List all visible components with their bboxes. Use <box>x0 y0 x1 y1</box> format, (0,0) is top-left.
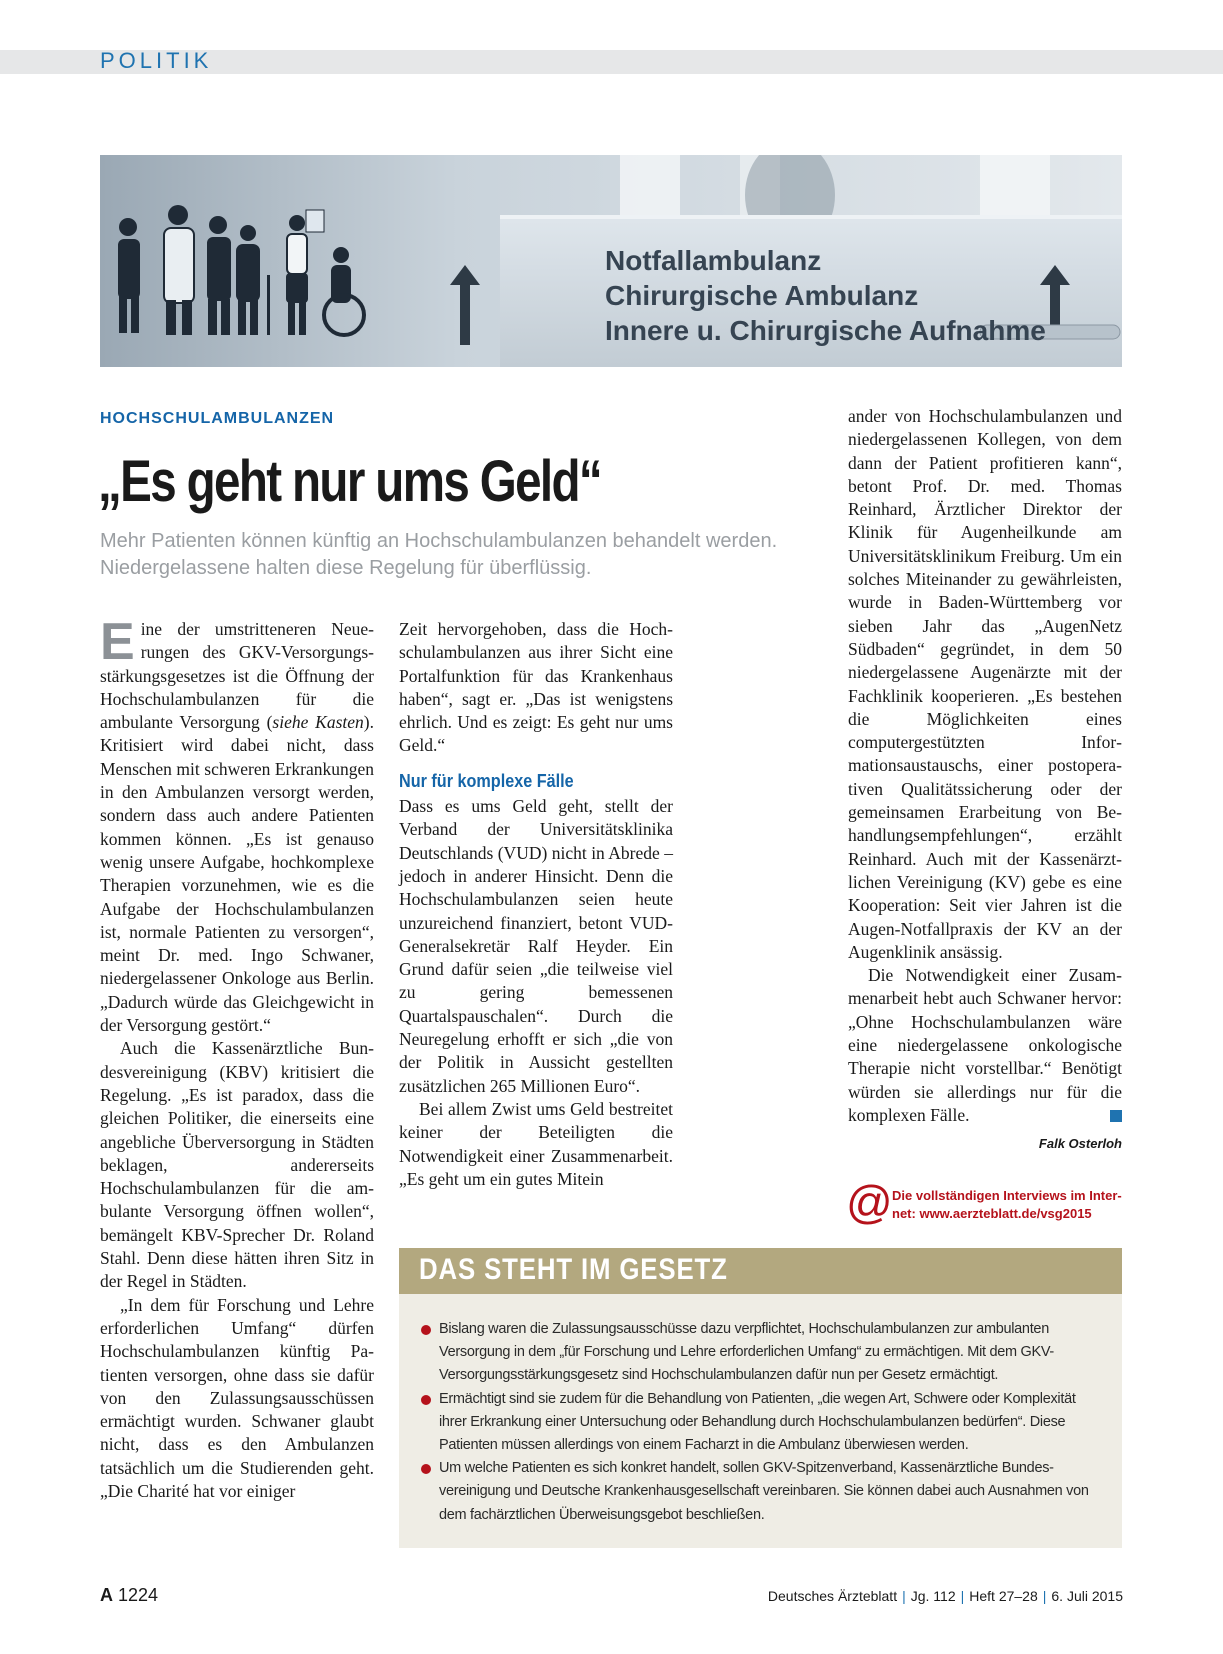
info-box <box>399 1248 1122 1548</box>
issue: Heft 27–28 <box>969 1588 1038 1604</box>
volume: Jg. 112 <box>910 1588 956 1604</box>
sign-line: Innere u. Chirurgische Aufnahme <box>605 315 1046 346</box>
journal-name: Deutsches Ärzteblatt <box>767 1588 898 1604</box>
page-letter: A <box>100 1585 113 1605</box>
column-1 <box>100 613 374 1503</box>
info-box-header <box>399 1248 1122 1294</box>
paragraph: Dass es ums Geld geht, stellt der Verband der Universitätsklinika Deutschlands (VUD) nicht in Abrede – jedoch in anderer Hinsicht. Denn die Hochschulambulanzen seien heute unzureichend finanziert, betont VUD-Generalsekretär Ralf Heyder. Ein Grund dafür seien „die teilweise viel zu gering bemessenen Quartalspauschalen“. Durch die Neuregelung erhofft er sich „die von der Politik in Aussicht gestellten zusätzlichen 265 Millionen Euro“. <box>399 796 673 1096</box>
page-number-value: 1224 <box>118 1585 159 1605</box>
list-item <box>399 1388 1099 1458</box>
sign-line: Chirurgische Ambulanz <box>605 280 919 311</box>
paragraph-text: ine der umstritteneren Neuerungen des GKV-Versorgungsstärkungsgesetzes ist die Öffnung der Hochschulambulanzen für die ambulante Versorgung ( <box>100 619 374 733</box>
sign-line: Notfallambulanz <box>605 245 822 276</box>
paragraph: ander von Hochschulambulanzen und niedergelassenen Kollegen, von dem dann der Patient profitieren kann“, betont Prof. Dr. med. Thomas Reinhard, Ärztlicher Direktor der Klinik für Augenheilkunde am Universitätsklinikum Freiburg. Um ein solches Miteinander zu gewährleisten, wurde in Baden-Württemberg vor sieben Jahr das „AugenNetz Südbaden“ gegründet, in dem 50 niedergelassene Augenärzte mit der Fachklinik kooperieren. „Es bestehen die Möglichkeiten eines computergestützten Informationsaustauschs, einer postoperativen Qualitätssicherung oder der gemeinsamen Erarbeitung von Behandlungsempfehlungen“, erzählt Reinhard. Auch mit der Kassenärztlichen Vereinigung (KV) gebe es eine Kooperation: Seit vier Jahren ist die Augen-Notfallpraxis der KV an der Augenklinik ansässig. <box>848 406 1122 962</box>
header-photo <box>100 155 1122 367</box>
paragraph: Bei allem Zwist ums Geld bestreitet keiner der Beteiligten die Notwendigkeit einer Zusammenarbeit. „Es geht um ein gutes Mitein <box>399 1098 673 1189</box>
section-label: POLITIK <box>100 48 213 73</box>
footer-info <box>768 1588 1123 1604</box>
web-note-text <box>892 1187 1122 1223</box>
at-sign-icon: @ <box>846 1176 893 1228</box>
list-item <box>399 1457 1099 1527</box>
end-mark-icon <box>1110 1110 1122 1122</box>
paragraph: „In dem für Forschung und Lehre erforderlichen Umfang“ dürfen Hochschulambulanzen künftig Patienten versorgen, ohne dass sie dafür von den Zulassungsausschüssen ermächtigt wurden. Schwaner glaubt nicht, dass es den Ambulanzen tatsächlich um die Studierenden geht. „Die Charité hat vor einiger <box>100 1294 374 1501</box>
paragraph-text: ). Kritisiert wird dabei nicht, dass Menschen mit schweren Erkrankungen in den Ambulanzen versorgt werden, sondern dass auch andere Patienten kommen können. „Es ist genauso wenig unsere Aufgabe, hochkomplexe Therapien vorzunehmen, wie es die Aufgabe der Hochschulambulanzen ist, normale Patienten zu versorgen“, meint Dr. med. Ingo Schwaner, niedergelassener Onkologe aus Berlin. „Dadurch würde das Gleichgewicht in der Versorgung gestört.“ <box>100 712 374 1036</box>
paragraph-text: Die Notwendigkeit einer Zusammenarbeit hebt auch Schwaner hervor: „Ohne Hochschulambulanzen wäre eine niedergelassene onkologische Therapie nicht vorstellbar.“ Benötigt würden sie allerdings nur für die komplexen Fälle. <box>848 965 1122 1125</box>
bullet-icon <box>421 1325 431 1335</box>
list-item-text: Bislang waren die Zulassungsausschüsse dazu verpflichtet, Hochschulambulanzen zur ambulanten Versorgung in dem „für Forschung und Lehre erforderlichen Umfang“ zu ermächtigen. Mit dem GKV-Versorgungsstärkungsgesetz sind Hochschulambulanzen dafür nun per Gesetz ermächtigt. <box>439 1321 1054 1384</box>
subheading: Nur für komplexe Fälle <box>399 770 574 791</box>
box-reference: siehe Kasten <box>272 712 364 733</box>
web-link[interactable]: www.aerzteblatt.de/vsg2015 <box>919 1206 1092 1221</box>
list-item <box>399 1318 1099 1388</box>
dropcap: E <box>100 613 135 671</box>
info-box-title: DAS STEHT IM GESETZ <box>419 1253 728 1286</box>
bullet-icon <box>421 1395 431 1405</box>
author: Falk Osterloh <box>1038 1136 1122 1151</box>
web-note <box>846 1176 1126 1229</box>
info-box-list <box>399 1318 1099 1527</box>
direction-sign <box>605 243 1046 348</box>
separator: | <box>960 1588 965 1604</box>
bullet-icon <box>421 1464 431 1474</box>
paragraph <box>100 613 374 1037</box>
column-2 <box>399 618 673 1191</box>
teaser: Mehr Patienten können künftig an Hochschulambulanzen behandelt werden. Niedergelassene halten diese Regelung für überflüssig. <box>100 530 778 579</box>
paragraph: Auch die Kassenärztliche Bundesvereinigung (KBV) kritisiert die Regelung. „Es ist paradox, dass die gleichen Politiker, die einerseits eine angebliche Überversorgung in Städten beklagen, andererseits Hochschulambulanzen für die ambulante Versorgung öffnen wollen“, bemängelt KBV-Sprecher Dr. Roland Stahl. Denn diese hätten ihren Sitz in der Regel in Städten. <box>100 1038 374 1292</box>
paragraph <box>848 964 1122 1127</box>
list-item-text: Ermächtigt sind sie zudem für die Behandlung von Patienten, „die wegen Art, Schwere oder Komplexität ihrer Erkrankung einer Untersuchung oder Behandlung durch Hochschulambulanzen bedürfen“. Diese Patienten müssen allerdings von einem Facharzt in die Ambulanz überwiesen werden. <box>439 1390 1076 1454</box>
paragraph: Zeit hervorgehoben, dass die Hochschulambulanzen aus ihrer Sicht eine Portalfunktion für das Krankenhaus haben“, sagt er. „Das ist wenigstens ehrlich. Und es zeigt: Es geht nur ums Geld.“ <box>399 619 673 756</box>
page-number <box>100 1585 158 1606</box>
issue-date: 6. Juli 2015 <box>1051 1588 1123 1604</box>
headline: „Es geht nur ums Geld“ <box>98 449 602 514</box>
list-item-text: Um welche Patienten es sich konkret handelt, sollen GKV-Spitzenverband, Kassenärztliche Bundesvereinigung und Deutsche Krankenhausgesellschaft vereinbaren. Sie können dabei auch Ausnahmen von dem fachärztlichen Überweisungsgebot beschließen. <box>439 1460 1089 1523</box>
web-note-label: Die vollständigen Interviews im Internet: <box>892 1188 1122 1221</box>
column-3 <box>848 405 1122 1127</box>
kicker: HOCHSCHULAMBULANZEN <box>100 410 335 427</box>
separator: | <box>1042 1588 1047 1604</box>
separator: | <box>902 1588 906 1604</box>
